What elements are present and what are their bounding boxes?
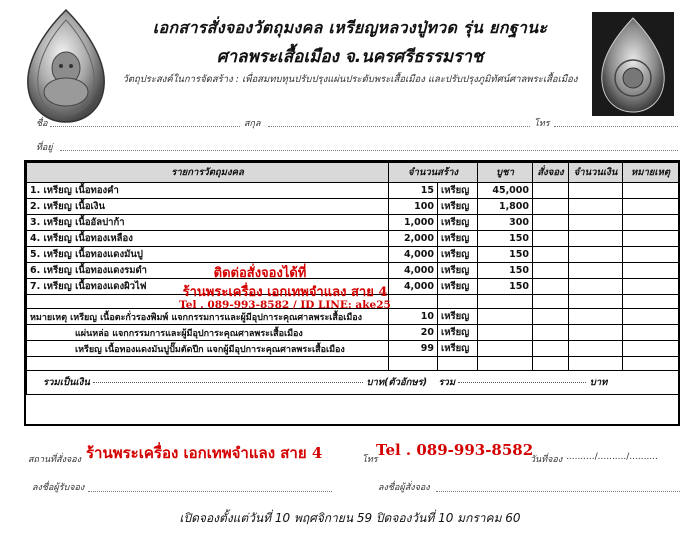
row-qty: 100 <box>389 199 438 215</box>
table-row-note <box>27 341 679 357</box>
row-price: 150 <box>478 263 533 279</box>
row-item: 1. เหรียญ เนื้อทองคำ <box>27 183 389 199</box>
row-order-input[interactable] <box>533 263 569 279</box>
row-item: 3. เหรียญ เนื้ออัลปาก้า <box>27 215 389 231</box>
row-qty: 4,000 <box>389 279 438 295</box>
surname-field[interactable] <box>268 126 530 127</box>
row-remark-input[interactable] <box>623 263 679 279</box>
row-unit: เหรียญ <box>438 279 478 295</box>
receiver-signature-label: ลงชื่อผู้รับจอง <box>32 483 85 493</box>
purpose-text: วัตถุประสงค์ในการจัดสร้าง : เพื่อสมทบทุนปรับปรุงแผ่นประดับพระเสื้อเมือง และปรับปรุงภูมิทัศน์ศาลพระเสื้อเมือง <box>122 74 578 85</box>
row-amount-input[interactable] <box>569 263 623 279</box>
row-unit: เหรียญ <box>438 247 478 263</box>
col-header-item: รายการวัตถุมงคล <box>27 163 389 183</box>
note-unit: เหรียญ <box>438 309 478 325</box>
row-qty: 15 <box>389 183 438 199</box>
row-remark-input[interactable] <box>623 247 679 263</box>
row-qty: 2,000 <box>389 231 438 247</box>
note-qty: 10 <box>389 309 438 325</box>
col-header-amount: จำนวนเงิน <box>569 163 623 183</box>
address-field[interactable] <box>60 150 678 151</box>
bottom-phone: Tel . 089-993-8582 <box>376 441 534 459</box>
total-amount-field[interactable] <box>93 382 363 383</box>
note-unit: เหรียญ <box>438 325 478 341</box>
row-remark-input[interactable] <box>623 215 679 231</box>
table-row <box>27 231 679 247</box>
row-amount-input[interactable] <box>569 231 623 247</box>
row-remark-input[interactable] <box>623 231 679 247</box>
col-header-qty: จำนวนสร้าง <box>389 163 478 183</box>
table-row <box>27 199 679 215</box>
row-amount-input[interactable] <box>569 183 623 199</box>
table-row-empty <box>27 357 679 371</box>
col-header-order: สั่งจอง <box>533 163 569 183</box>
row-order-input[interactable] <box>533 215 569 231</box>
row-qty: 4,000 <box>389 263 438 279</box>
total-label: รวมเป็นเงิน <box>43 377 90 388</box>
row-price: 150 <box>478 231 533 247</box>
order-date-field[interactable]: ........../........../.......... <box>566 452 658 462</box>
col-header-price: บูชา <box>478 163 533 183</box>
table-row <box>27 263 679 279</box>
row-price: 1,800 <box>478 199 533 215</box>
row-price: 150 <box>478 247 533 263</box>
row-order-input[interactable] <box>533 279 569 295</box>
row-price: 300 <box>478 215 533 231</box>
note-qty: 20 <box>389 325 438 341</box>
table-header-row <box>27 163 679 183</box>
row-item: 6. เหรียญ เนื้อทองแดงรมดำ <box>27 263 389 279</box>
row-price: 45,000 <box>478 183 533 199</box>
booking-period: เปิดจองตั้งแต่วันที่ 10 พฤศจิกายน 59 ปิดจองวันที่ 10 มกราคม 60 <box>179 511 521 525</box>
row-qty: 4,000 <box>389 247 438 263</box>
row-amount-input[interactable] <box>569 247 623 263</box>
note-item: หมายเหตุ เหรียญ เนื้อตะกั่วรองพิมพ์ แจกกรรมการและผู้มีอุปการะคุณศาลพระเสื้อเมือง <box>27 309 389 325</box>
promo-shop-name: ร้านพระเครื่อง เอกเทพจำแลง สาย 4 <box>182 285 388 300</box>
order-date-label: วันที่จอง <box>530 455 563 465</box>
address-label: ที่อยู่ <box>36 143 53 153</box>
row-order-input[interactable] <box>533 231 569 247</box>
table-row <box>27 183 679 199</box>
row-order-input[interactable] <box>533 199 569 215</box>
row-unit: เหรียญ <box>438 183 478 199</box>
row-order-input[interactable] <box>533 183 569 199</box>
note-unit: เหรียญ <box>438 341 478 357</box>
table-row-note <box>27 325 679 341</box>
note-qty: 99 <box>389 341 438 357</box>
document-title: เอกสารสั่งจองวัตถุมงคล เหรียญหลวงปู่ทวด รุ่น ยกฐานะ <box>152 18 548 37</box>
row-qty: 1,000 <box>389 215 438 231</box>
table-row <box>27 215 679 231</box>
row-unit: เหรียญ <box>438 231 478 247</box>
col-header-remark: หมายเหตุ <box>623 163 679 183</box>
promo-phone-line: Tel . 089-993-8582 / ID LINE: ake25 <box>179 299 391 311</box>
row-unit: เหรียญ <box>438 199 478 215</box>
orderer-signature-field[interactable] <box>436 491 680 492</box>
row-amount-input[interactable] <box>569 199 623 215</box>
total-sum-field[interactable] <box>458 382 586 383</box>
name-field[interactable] <box>50 126 240 127</box>
order-place-label: สถานที่สั่งจอง <box>28 455 82 465</box>
row-unit: เหรียญ <box>438 263 478 279</box>
row-item: 4. เหรียญ เนื้อทองเหลือง <box>27 231 389 247</box>
row-remark-input[interactable] <box>623 183 679 199</box>
row-amount-input[interactable] <box>569 215 623 231</box>
row-item: 7. เหรียญ เนื้อทองแดงผิวไฟ <box>27 279 389 295</box>
total-sum-label: รวม <box>438 377 456 388</box>
receiver-signature-field[interactable] <box>88 491 332 492</box>
row-unit: เหรียญ <box>438 215 478 231</box>
orderer-signature-label: ลงชื่อผู้สั่งจอง <box>378 483 430 493</box>
phone-field[interactable] <box>554 126 678 127</box>
row-item: 5. เหรียญ เนื้อทองแดงมันปู <box>27 247 389 263</box>
order-place-shop: ร้านพระเครื่อง เอกเทพจำแลง สาย 4 <box>86 444 323 462</box>
baht-label: บาท <box>589 377 608 388</box>
name-label: ชื่อ <box>36 119 48 129</box>
row-price: 150 <box>478 279 533 295</box>
total-row <box>27 371 679 395</box>
row-remark-input[interactable] <box>623 199 679 215</box>
row-order-input[interactable] <box>533 247 569 263</box>
document-subtitle: ศาลพระเสื้อเมือง จ.นครศรีธรรมราช <box>216 47 484 67</box>
promo-contact-heading: ติดต่อสั่งจองได้ที่ <box>213 266 307 281</box>
phone-label: โทร <box>534 119 550 129</box>
surname-label: สกุล <box>244 119 261 129</box>
bottom-phone-label: โทร <box>362 455 378 465</box>
row-remark-input[interactable] <box>623 279 679 295</box>
row-amount-input[interactable] <box>569 279 623 295</box>
table-row <box>27 247 679 263</box>
row-item: 2. เหรียญ เนื้อเงิน <box>27 199 389 215</box>
note-item: แผ่นหล่อ แจกกรรมการและผู้มีอุปการะคุณศาลพระเสื้อเมือง <box>27 325 389 341</box>
total-text-label: บาท(ตัวอักษร) <box>366 377 428 388</box>
note-item: เหรียญ เนื้อทองแดงมันปูปั๊มตัดปีก แจกผู้มีอุปการะคุณศาลพระเสื้อเมือง <box>27 341 389 357</box>
